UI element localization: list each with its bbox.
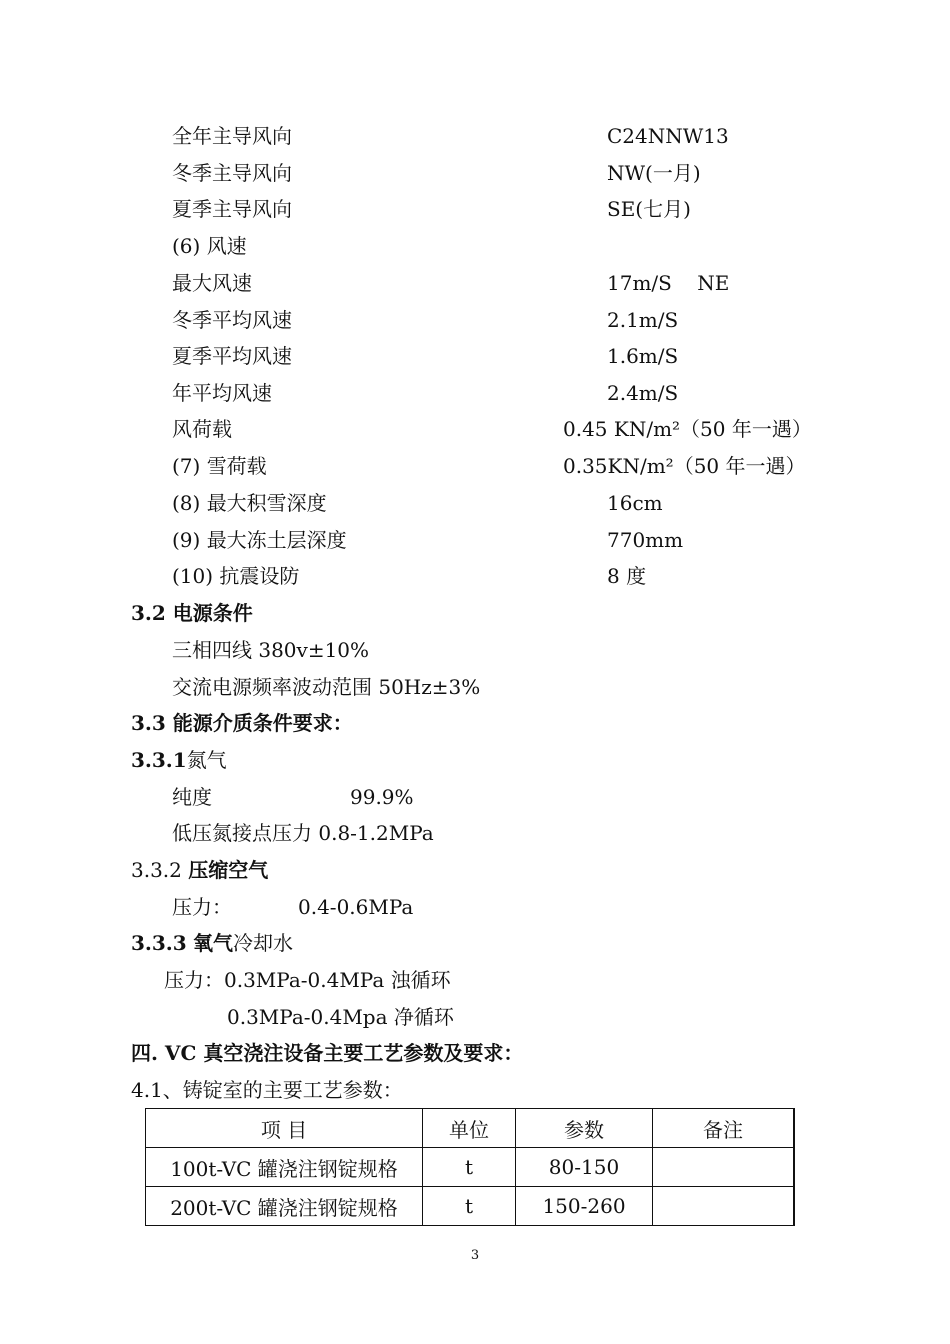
table-cell-param: 150-260 [516,1187,653,1226]
oxygen-suffix: 冷却水 [233,931,294,955]
table-cell-item: 200t-VC 罐浇注钢锭规格 [146,1187,423,1226]
climate-label-0: 全年主导风向 [172,124,292,148]
power-heading: 3.2 电源条件 [131,601,253,625]
table-row [146,1148,795,1187]
table-header-item: 项 目 [146,1109,423,1148]
section4-heading: 四. VC 真空浇注设备主要工艺参数及要求： [131,1041,524,1065]
table-header-param: 参数 [516,1109,653,1148]
nitrogen-purity-value: 99.9% [350,785,414,809]
climate-label-3: (6) 风速 [172,234,247,258]
climate-label-2: 夏季主导风向 [172,197,292,221]
table-header-unit: 单位 [423,1109,516,1148]
climate-value-5: 2.1m/S [607,308,679,332]
climate-label-1: 冬季主导风向 [172,161,292,185]
climate-label-8: 风荷载 [172,417,232,441]
cooling-water-line-1: 压力：0.3MPa-0.4MPa 浊循环 [164,968,451,992]
oxygen-title: 氧气 [193,931,234,955]
nitrogen-purity-label: 纯度 [172,785,212,809]
climate-value-1: NW(一月) [607,161,701,185]
climate-label-6: 夏季平均风速 [172,344,292,368]
climate-label-5: 冬季平均风速 [172,308,292,332]
climate-label-9: (7) 雪荷载 [172,454,267,478]
table-header-remark: 备注 [653,1109,795,1148]
table-cell-unit: t [423,1148,516,1187]
climate-value-4: 17m/S NE [607,271,730,295]
climate-value-10: 16cm [607,491,663,515]
climate-label-7: 年平均风速 [172,381,272,405]
air-pressure-label: 压力： [172,895,232,919]
climate-value-0: C24NNW13 [607,124,729,148]
cooling-water-line-2: 0.3MPa-0.4Mpa 净循环 [227,1005,454,1029]
climate-label-11: (9) 最大冻土层深度 [172,528,347,552]
energy-heading: 3.3 能源介质条件要求： [131,711,353,735]
table-row [146,1187,795,1226]
climate-value-9: 0.35KN/m²（50 年一遇） [563,454,806,478]
table-header-row [146,1109,795,1148]
table-cell-remark [653,1148,795,1187]
climate-value-6: 1.6m/S [607,344,679,368]
climate-label-12: (10) 抗震设防 [172,564,300,588]
air-pressure-value: 0.4-0.6MPa [298,895,414,919]
climate-value-8: 0.45 KN/m²（50 年一遇） [563,417,812,441]
climate-value-7: 2.4m/S [607,381,679,405]
table-cell-unit: t [423,1187,516,1226]
oxygen-heading [131,930,293,956]
climate-value-11: 770mm [607,528,684,552]
climate-value-12: 8 度 [607,564,647,588]
nitrogen-pressure: 低压氮接点压力 0.8-1.2MPa [172,821,434,845]
table-cell-item: 100t-VC 罐浇注钢锭规格 [146,1148,423,1187]
table-cell-remark [653,1187,795,1226]
ingot-chamber-params-table [145,1108,795,1226]
air-heading [131,857,268,883]
nitrogen-heading [131,747,227,773]
climate-label-4: 最大风速 [172,271,252,295]
nitrogen-title: 氮气 [186,748,227,772]
nitrogen-number: 3.3.1 [131,748,187,772]
air-number: 3.3.2 [131,858,182,882]
climate-value-2: SE(七月) [607,197,691,221]
power-line-1: 三相四线 380v±10% [172,638,370,662]
climate-label-10: (8) 最大积雪深度 [172,491,327,515]
table-cell-param: 80-150 [516,1148,653,1187]
power-line-2: 交流电源频率波动范围 50Hz±3% [172,675,481,699]
air-title: 压缩空气 [188,858,269,882]
section4-subheading: 4.1、铸锭室的主要工艺参数： [131,1078,403,1102]
oxygen-number: 3.3.3 [131,931,187,955]
page-number: 3 [470,1248,480,1263]
